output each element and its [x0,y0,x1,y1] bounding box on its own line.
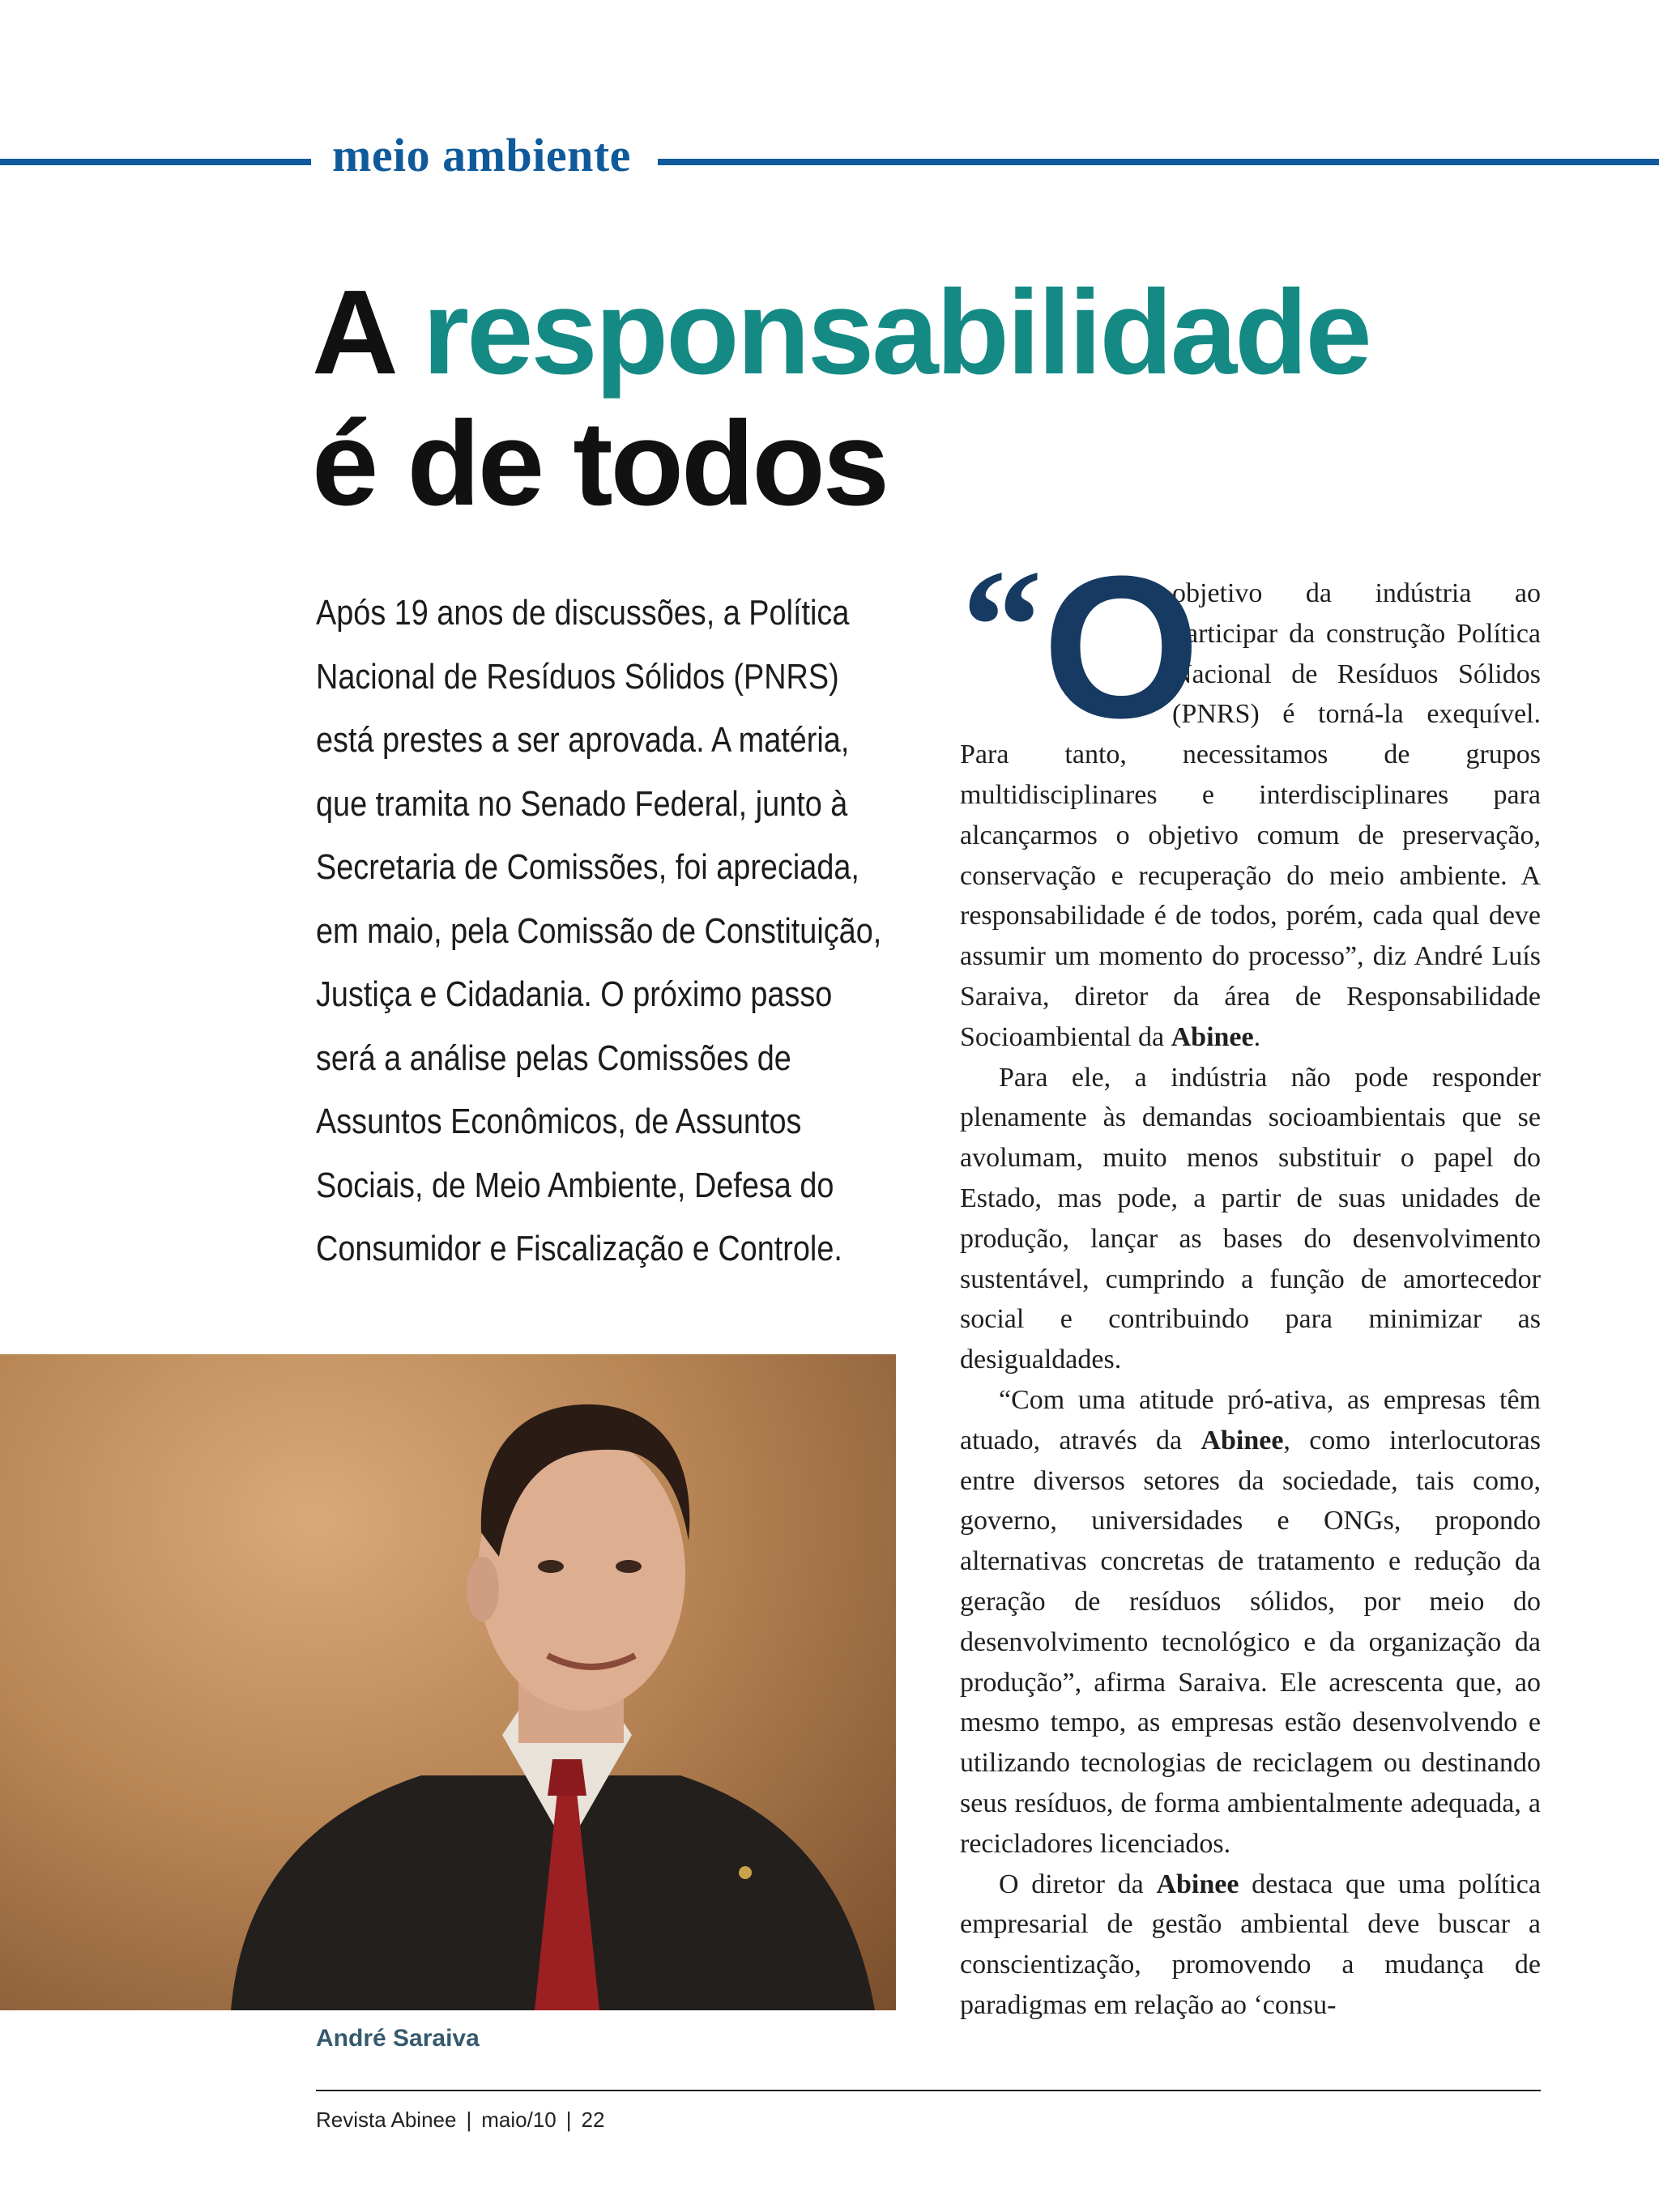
section-rule-left [0,159,311,165]
paragraph-4-start: O diretor da [999,1869,1157,1899]
footer-separator: | [466,2108,472,2132]
drop-cap-quote: “ [962,537,1026,716]
footer-page-number: 22 [581,2108,605,2132]
footer-rule [316,2090,1541,2091]
portrait-photo [0,1354,896,2010]
drop-cap [960,534,1201,760]
article-body [960,534,1541,2026]
paragraph-3 [960,1380,1541,1865]
org-name: Abinee [1171,1021,1254,1052]
org-name: Abinee [1201,1425,1284,1455]
paragraph-3-start: “Com uma atitude pró-ativa, as empresas têm atuado, através da [960,1384,1541,1455]
paragraph-3-rest: , como interlocutoras entre diversos setores da sociedade, tais como, governo, universidades e ONGs, propondo alternativas concretas de tratamento e redução da geração de resíduos sólidos, por meio do desenvolvimento tecnológico e da organização da produção”, afirma Saraiva. Ele acrescenta que, ao mesmo tempo, as empresas estão desenvolvendo e utilizando tecnologias de reciclagem ou destinando seus resíduos, de forma ambientalmente adequada, a recicladores licenciados. [960,1425,1541,1859]
photo-caption: André Saraiva [316,2025,480,2052]
title-word: A [312,266,392,399]
footer-publication: Revista Abinee [316,2108,457,2132]
page-footer [316,2108,604,2133]
section-rule-right [658,159,1659,165]
portrait-illustration [0,1354,896,2010]
paragraph-1 [960,534,1541,1058]
footer-issue: maio/10 [481,2108,557,2132]
section-label: meio ambiente [332,129,631,181]
paragraph-4 [960,1865,1541,2026]
lead-paragraph: Após 19 anos de discussões, a Política Nacional de Resíduos Sólidos (PNRS) está prestes a ser aprovada. A matéria, que tramita no Senado Federal, junto à Secretaria de Comissões, foi apreciada, em maio, pela Comissão de Constituição, Justiça e Cidadania. O próximo passo será a análise pelas Comissões de Assuntos Econômicos, de Assuntos Sociais, de Meio Ambiente, Defesa do Consumidor e Fiscalização e Controle. [316,593,882,1268]
paragraph-4-rest: destaca que uma política empresarial de gestão ambiental deve buscar a conscientização, promovendo a mudança de paradigmas em relação ao ‘consu- [960,1869,1541,2020]
title-accent: responsabilidade [422,266,1370,399]
article-title [312,267,1370,530]
footer-separator: | [565,2108,572,2132]
paragraph-1-end: . [1253,1021,1261,1052]
drop-cap-letter: O [1043,534,1201,760]
org-name: Abinee [1156,1869,1239,1899]
paragraph-2: Para ele, a indústria não pode responder plenamente às demandas socioambientais que se avolumam, muito menos substituir o papel do Estado, mas pode, a partir de suas unidades de produção, lançar as bases do desenvolvimento sustentável, cumprindo a função de amortecedor social e contribuindo para minimizar as desigualdades. [960,1062,1541,1375]
paragraph-1-text: objetivo da indústria ao participar da construção Política Nacional de Resíduos Sólidos (PNRS) é torná-la exequível. Para tanto, necessitamos de grupos multidisciplinares e interdisciplinares para alcançarmos o objetivo comum de preservação, conservação e recuperação do meio ambiente. A responsabilidade é de todos, porém, cada qual deve assumir um momento do processo”, diz André Luís Saraiva, diretor da área de Responsabilidade Socioambiental da [960,578,1541,1052]
title-line-2: é de todos [312,397,888,531]
